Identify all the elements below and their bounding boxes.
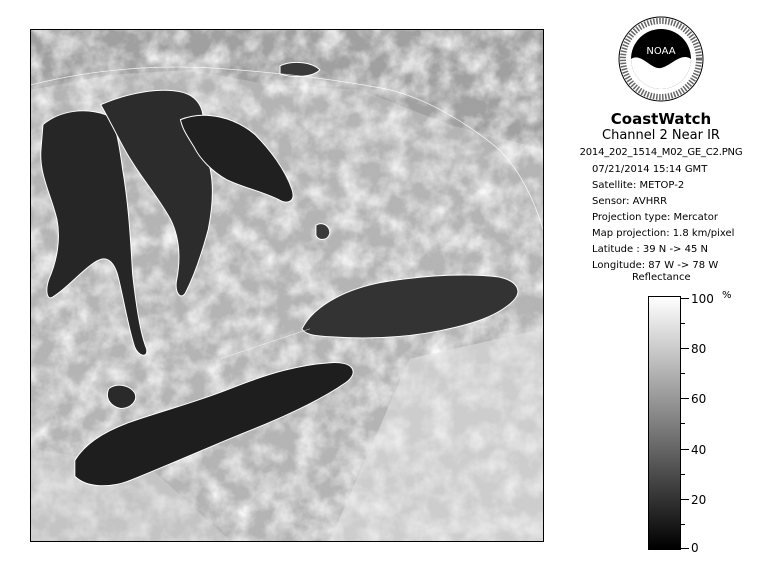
tick-label: 100 — [691, 292, 714, 306]
datetime: 07/21/2014 15:14 GMT — [592, 164, 708, 175]
sensor: Sensor: AVHRR — [592, 196, 668, 207]
tick-minor — [681, 323, 685, 324]
tick-major — [681, 548, 689, 549]
latitude: Latitude : 39 N -> 45 N — [592, 244, 708, 255]
tick-minor — [681, 423, 685, 424]
tick-major — [681, 449, 689, 450]
tick-label: 60 — [691, 392, 707, 406]
tick-minor — [681, 373, 685, 374]
tick-label: 80 — [691, 342, 707, 356]
brand-title: CoastWatch — [610, 110, 712, 128]
filename: 2014_202_1514_M02_GE_C2.PNG — [579, 147, 743, 158]
logo-text: NOAA — [646, 46, 676, 57]
longitude: Longitude: 87 W -> 78 W — [592, 260, 719, 271]
tick-major — [681, 298, 689, 299]
great-lakes-map — [31, 30, 543, 541]
channel-label: Channel 2 Near IR — [602, 128, 720, 143]
projection-type: Projection type: Mercator — [592, 212, 718, 223]
tick-major — [681, 499, 689, 500]
map-projection: Map projection: 1.8 km/pixel — [592, 228, 735, 239]
tick-label: 0 — [691, 541, 699, 555]
tick-major — [681, 348, 689, 349]
reflectance-colorbar — [648, 296, 681, 550]
satellite: Satellite: METOP-2 — [592, 180, 685, 191]
legend-title: Reflectance — [632, 272, 691, 283]
tick-label: 20 — [691, 493, 707, 507]
tick-label: 40 — [691, 443, 707, 457]
legend-unit: % — [722, 290, 732, 301]
satellite-image — [30, 29, 544, 542]
tick-minor — [681, 474, 685, 475]
tick-minor — [681, 524, 685, 525]
tick-major — [681, 398, 689, 399]
noaa-seal-icon — [618, 16, 704, 102]
